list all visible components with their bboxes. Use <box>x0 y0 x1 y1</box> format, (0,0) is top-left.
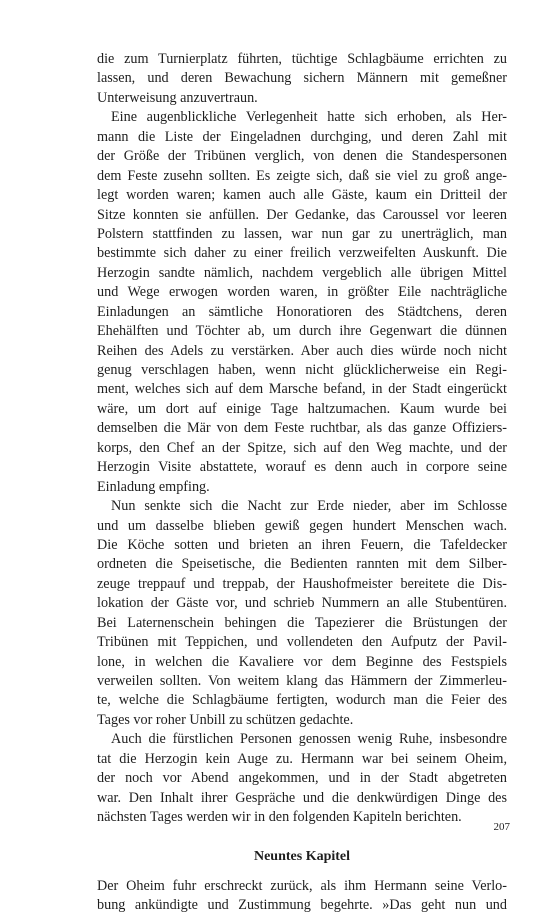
text-line: te, welche die Schlagbäume fertigten, wodurch man die Feier des <box>97 691 507 710</box>
text-line: bung ankündigte und Zustimmung begehrte. »Das geht nun und <box>97 896 507 915</box>
text-line: der noch vor Abend angekommen, und in der Stadt abgetreten <box>97 769 507 788</box>
text-line: bestimmte sich daher zu einer freilich verzweifelten Auskunft. Die <box>97 244 507 263</box>
text-line: lassen, und deren Bewachung sichern Männern mit gemeßner <box>97 69 507 88</box>
text-line: Herzogin sandte nämlich, nachdem vergeblich alle übrigen Mittel <box>97 264 507 283</box>
text-line: Einladung empfing. <box>97 478 507 497</box>
chapter-nine-opening <box>97 877 507 915</box>
text-line: Eine augenblickliche Verlegenheit hatte sich erhoben, als Her- <box>97 108 507 127</box>
text-line: Reihen des Adels zu verstärken. Aber auch dies würde noch nicht <box>97 342 507 361</box>
text-line: der Größe der Tribünen verglich, von denen die Standespersonen <box>97 147 507 166</box>
text-line: legt worden waren; kamen auch alle Gäste, kaum ein Dritteil der <box>97 186 507 205</box>
text-line: dem Feste zusehn sollten. Es zeigte sich, daß sie viel zu groß ange- <box>97 167 507 186</box>
text-line: wäre, um dort auf einige Tage haltzumachen. Kaum wurde bei <box>97 400 507 419</box>
text-line: Die Köche sotten und brieten an ihren Feuern, die Tafeldecker <box>97 536 507 555</box>
chapter-title: Neuntes Kapitel <box>97 847 507 866</box>
text-line: Tribünen mit Teppichen, und vollendeten den Aufputz der Pavil- <box>97 633 507 652</box>
text-line: Auch die fürstlichen Personen genossen wenig Ruhe, insbesondre <box>97 730 507 749</box>
text-line: zeuge treppauf und treppab, der Haushofmeister bereitete die Dis- <box>97 575 507 594</box>
text-line: Tages vor roher Unbill zu schützen gedachte. <box>97 711 507 730</box>
text-line: demselben die Mär von dem Feste ruchtbar, als das ganze Offiziers- <box>97 419 507 438</box>
text-line: Einladungen an sämtliche Honoratioren des Städtchens, deren <box>97 303 507 322</box>
text-line: Bei Laternenschein behingen die Tapezierer die Brüstungen der <box>97 614 507 633</box>
text-line: Polstern stattfinden zu lassen, war nun gar zu unerträglich, man <box>97 225 507 244</box>
text-line: ment, welches sich auf dem Marsche befand, in der Stadt eingerückt <box>97 380 507 399</box>
text-line: Sitze konnten sie anfüllen. Der Gedanke, das Caroussel vor leeren <box>97 206 507 225</box>
chapter-eight-ending <box>97 50 507 828</box>
text-line: Nun senkte sich die Nacht zur Erde nieder, aber im Schlosse <box>97 497 507 516</box>
text-line: die zum Turnierplatz führten, tüchtige Schlagbäume errichten zu <box>97 50 507 69</box>
text-line: lone, in welchen die Kavaliere vor dem Beginne des Festspiels <box>97 653 507 672</box>
text-line: und Wege erwogen worden waren, in größter Eile nachträgliche <box>97 283 507 302</box>
text-line: Ehehälften und Töchter ab, um durch ihre Gegenwart die dünnen <box>97 322 507 341</box>
text-line: lokation der Gäste vor, und schrieb Nummern an alle Stubentüren. <box>97 594 507 613</box>
text-line: nächsten Tages werden wir in den folgenden Kapiteln berichten. <box>97 808 507 827</box>
text-line: tat die Herzogin kein Auge zu. Hermann war bei seinem Oheim, <box>97 750 507 769</box>
text-line: Herzogin Visite abstattete, worauf es denn auch in corpore seine <box>97 458 507 477</box>
text-line: mann die Liste der Eingeladnen durchging, und deren Zahl mit <box>97 128 507 147</box>
text-line: war. Den Inhalt ihrer Gespräche und die denkwürdigen Dinge des <box>97 789 507 808</box>
text-line: genug verschlagen haben, wenn nicht glücklicherweise ein Regi- <box>97 361 507 380</box>
text-line: korps, den Chef an der Spitze, sich auf den Weg machte, und der <box>97 439 507 458</box>
text-line: und um dasselbe blieben gewiß gegen hundert Menschen wach. <box>97 517 507 536</box>
text-line: Der Oheim fuhr erschreckt zurück, als ihm Hermann seine Verlo- <box>97 877 507 896</box>
text-line: ordneten die Speisetische, die Bedienten rannten mit dem Silber- <box>97 555 507 574</box>
text-line: Unterweisung anzuvertraun. <box>97 89 507 108</box>
text-line: verweilen sollten. Von weitem klang das Hämmern der Zimmerleu- <box>97 672 507 691</box>
page-number: 207 <box>470 820 510 834</box>
book-page-text <box>97 50 507 915</box>
